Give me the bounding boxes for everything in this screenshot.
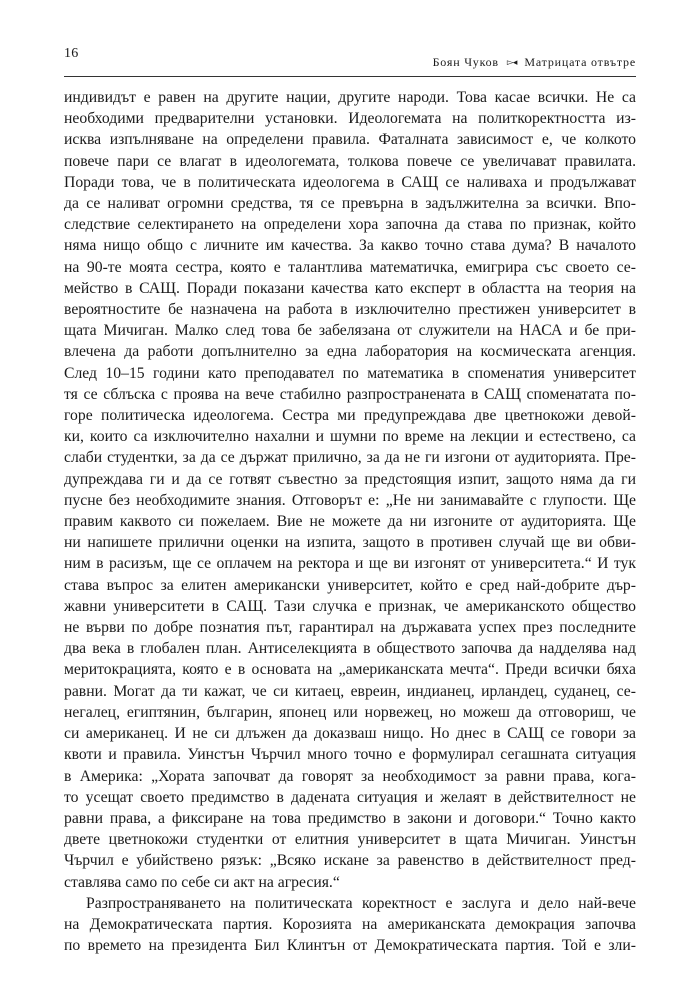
- text-line: Поради това, че в политическата идеологема в САЩ се наливаха и продължават: [64, 173, 636, 191]
- text-line: на Демократическата партия. Корозията на американската демокрация започва: [64, 915, 636, 933]
- text-line: да се наливат огромни средства, тя се превърна в задължителна за всички. Впо-: [64, 195, 636, 213]
- text-line: необходими предварителни установки. Идеологемата на политкоректността из-: [64, 110, 636, 128]
- text-line: ним в расизъм, ще се оплачем на ректора и ще ви изгонят от университета.“ И тук: [64, 555, 636, 573]
- text-line: влечена да работи допълнително за една лаборатория на космическата агенция.: [64, 343, 636, 361]
- text-line: равни права, а фиксиране на това предимство в закони и договори.“ Точно както: [64, 809, 636, 827]
- text-line: равни. Могат да ти кажат, че си китаец, евреин, индианец, ирландец, суданец, се-: [64, 682, 636, 700]
- text-line: не върви по добре познатия път, гарантирал на държавата успех през последните: [64, 619, 636, 637]
- text-line: на 90-те моята сестра, която е талантлива математичка, емигрира със своето се-: [64, 258, 636, 276]
- body-text: [64, 87, 636, 956]
- text-line: След 10–15 години като преподавател по математика в споменатия университет: [64, 364, 636, 382]
- text-line: два века в глобален план. Антиселекцията в обществото започва да надделява над: [64, 640, 636, 658]
- header-rule: [64, 76, 636, 77]
- text-line: исква изпълняване на определени правила. Фаталната зависимост е, че колкото: [64, 131, 636, 149]
- header-book-title: Матрицата отвътре: [524, 55, 636, 69]
- text-line: повече пари се влагат в идеологемата, толкова повече се увеличават правилата.: [64, 152, 636, 170]
- running-header: [433, 55, 636, 70]
- text-line: пусне без необходимите знания. Отговорът е: „Не ни занимавайте с глупости. Ще: [64, 491, 636, 509]
- text-line: квоти и правила. Уинстън Чърчил много точно е формулирал сегашната ситуация: [64, 746, 636, 764]
- text-line: ни напишете прилични оценки на изпита, защото в противен случай ще ви обви-: [64, 534, 636, 552]
- text-line: меритокрацията, която е в основата на „американската мечта“. Преди всички бяха: [64, 661, 636, 679]
- text-line: горе политическа идеологема. Сестра ми предупреждава две цветнокожи девой-: [64, 407, 636, 425]
- text-line: правим каквото си пожелаем. Вие не можете да ни изгоните от аудиторията. Ще: [64, 513, 636, 531]
- text-line: вероятностите бе назначена на работа в изключително престижен университет в: [64, 301, 636, 319]
- text-line: Разпространяването на политическата коректност е заслуга и дело най-вече: [86, 894, 636, 912]
- text-line: по времето на президента Бил Клинтън от Демократическата партия. Той е зли-: [64, 937, 636, 955]
- header-separator-icon: ▻◂: [506, 57, 517, 67]
- text-line: става въпрос за елитен американски университет, който е сред най-добрите дър-: [64, 576, 636, 594]
- page-number: 16: [64, 46, 79, 61]
- text-line: няма нищо общо с личните им качества. За какво точно става дума? В началото: [64, 237, 636, 255]
- text-line: дупреждава ги и да се готвят съвестно за предстоящия изпит, защото няма да ги: [64, 470, 636, 488]
- text-line: жавни университети в САЩ. Тази случка е признак, че американското общество: [64, 597, 636, 615]
- text-line: то усещат своето предимство в дадената ситуация и желаят в действителност не: [64, 788, 636, 806]
- paragraph: [64, 893, 636, 957]
- text-line: тя се сблъска с проява на вече стабилно разпространената в САЩ споменатата по-: [64, 385, 636, 403]
- text-line: двете цветнокожи студентки от елитния университет в щата Мичиган. Уинстън: [64, 831, 636, 849]
- header-author: Боян Чуков: [432, 55, 499, 69]
- text-line: в Америка: „Хората започват да говорят за необходимост за равни права, кога-: [64, 767, 636, 785]
- text-line: Чърчил е убийствено рязък: „Всяко искане за равенство в действителност пред-: [64, 852, 636, 870]
- text-line: ки, които са изключително нахални и шумни по време на лекции и естествено, са: [64, 428, 636, 446]
- text-line: ставлява само по себе си акт на агресия.“: [64, 873, 340, 891]
- text-line: следствие селектирането на определени хора започна да става по признак, който: [64, 216, 636, 234]
- text-line: си американец. И не си длъжен да доказваш нищо. Но днес в САЩ се говори за: [64, 725, 636, 743]
- text-line: слаби студентки, за да се държат прилично, за да не ги изгони от аудиторията. Пре-: [64, 449, 636, 467]
- text-line: индивидът е равен на другите нации, другите народи. Това касае всички. Не са: [64, 89, 636, 106]
- text-line: мейство в САЩ. Поради показани качества като експерт в областта на теория на: [64, 279, 636, 297]
- paragraph: [64, 87, 636, 893]
- text-line: негалец, египтянин, българин, японец или норвежец, но можеш да отговориш, че: [64, 703, 636, 721]
- text-line: щата Мичиган. Малко след това бе забелязана от служители на НАСА и бе при-: [64, 322, 636, 340]
